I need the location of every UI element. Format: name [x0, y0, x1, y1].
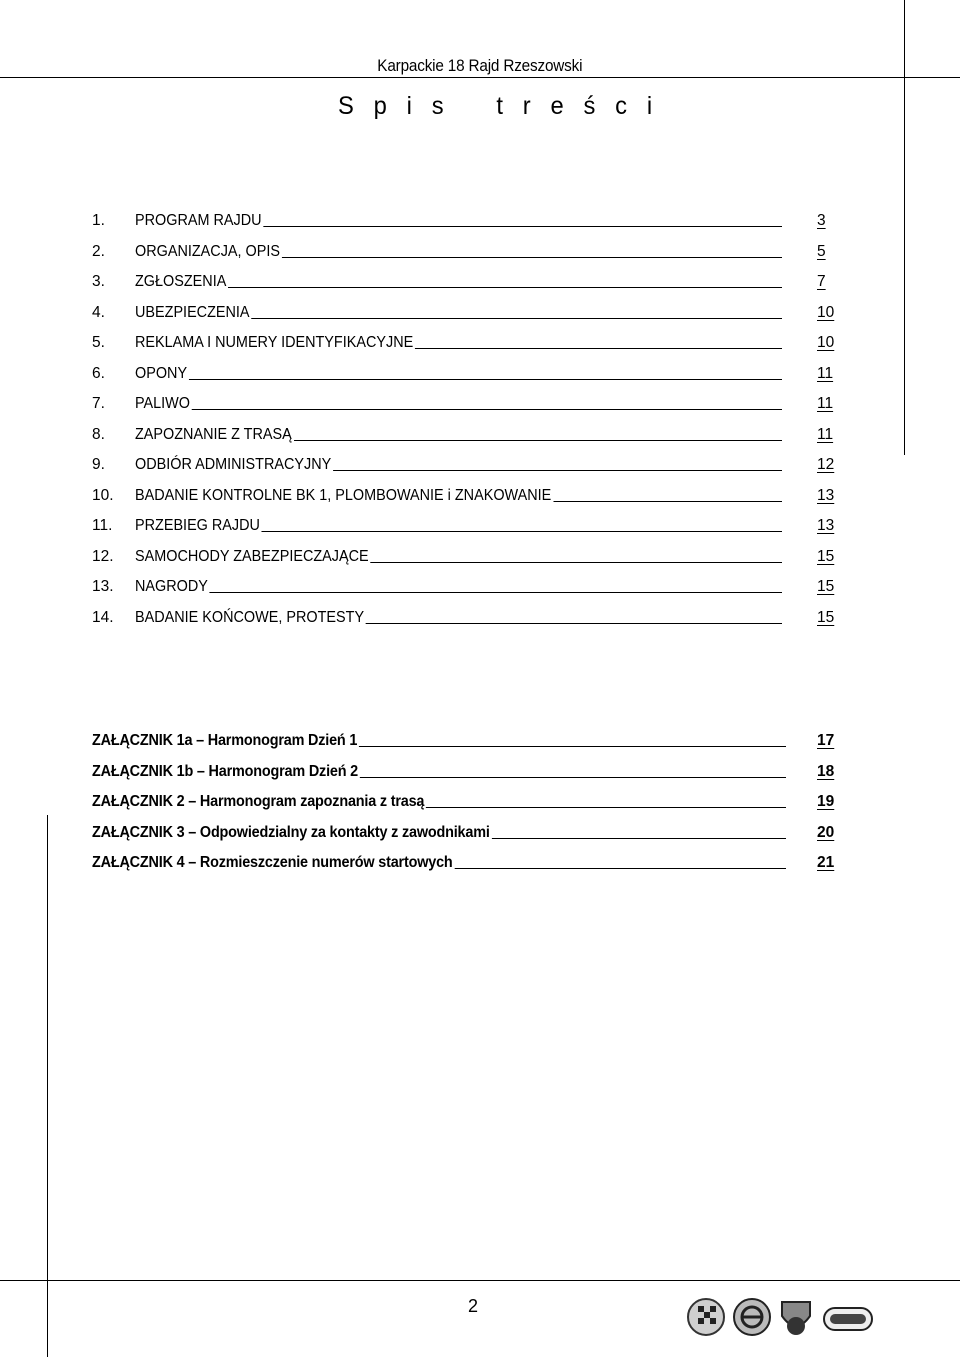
toc-entry-page[interactable]: 3 [817, 212, 826, 229]
toc-entry-label: REKLAMA I NUMERY IDENTYFIKACYJNE [135, 332, 415, 354]
toc-entry-number: 13. [92, 578, 114, 595]
toc-row [0, 576, 960, 598]
document-header-title: Karpackie 18 Rajd Rzeszowski [377, 56, 583, 75]
toc-entry-page[interactable]: 21 [817, 854, 835, 871]
toc-entry-page[interactable]: 11 [817, 425, 834, 443]
sams-logo [822, 1304, 874, 1334]
left-margin-rule [47, 815, 48, 1357]
annex-row [0, 761, 960, 783]
toc-entry-page[interactable]: 11 [817, 364, 834, 382]
toc-entry-label: ZGŁOSZENIA [135, 271, 228, 293]
toc-entry-page[interactable]: 20 [817, 823, 835, 841]
toc-entry-number: 2. [92, 242, 105, 260]
toc-entry-label: ZAPOZNANIE Z TRASĄ [135, 424, 294, 446]
toc-entry-label: BADANIE KOŃCOWE, PROTESTY [135, 607, 366, 629]
toc-row [0, 241, 960, 263]
toc-row [0, 424, 960, 446]
toc-row [0, 546, 960, 568]
toc-entry-label: PRZEBIEG RAJDU [135, 515, 262, 537]
toc-entry-label: ODBIÓR ADMINISTRACYJNY [135, 454, 333, 476]
toc-entry-number: 1. [92, 212, 105, 229]
toc-entry-label: ZAŁĄCZNIK 2 – Harmonogram zapoznania z trasą [92, 791, 426, 813]
toc-entry-page[interactable]: 10 [817, 303, 835, 321]
toc-row [0, 393, 960, 415]
toc-entry-page[interactable]: 17 [817, 732, 835, 749]
toc-row [0, 302, 960, 324]
toc-entry-label: ZAŁĄCZNIK 4 – Rozmieszczenie numerów startowych [92, 852, 454, 874]
dot-leader [135, 592, 782, 593]
toc-entry-label: ZAŁĄCZNIK 1b – Harmonogram Dzień 2 [92, 761, 360, 783]
toc-entry-page[interactable]: 12 [817, 456, 835, 473]
annex-row [0, 730, 960, 752]
toc-entry-page[interactable]: 15 [817, 608, 835, 626]
annex-row [0, 791, 960, 813]
toc-entry-label: OPONY [135, 363, 189, 385]
toc-entry-page[interactable]: 7 [817, 273, 826, 290]
toc-entry-number: 11. [92, 517, 113, 534]
toc-row [0, 454, 960, 476]
toc-row [0, 363, 960, 385]
toc-entry-page[interactable]: 18 [817, 762, 835, 780]
toc-entry-number: 5. [92, 334, 105, 351]
toc-entry-number: 4. [92, 303, 105, 321]
toc-entry-number: 14. [92, 608, 114, 626]
toc-row [0, 485, 960, 507]
toc-entry-label: UBEZPIECZENIA [135, 302, 251, 324]
toc-row [0, 332, 960, 354]
toc-row [0, 271, 960, 293]
sponsor-logos [686, 1296, 876, 1340]
toc-entry-number: 7. [92, 395, 105, 412]
toc-entry-number: 9. [92, 456, 105, 473]
pzm-logo [778, 1296, 814, 1338]
dot-leader [135, 409, 782, 410]
annex-row [0, 852, 960, 874]
toc-entry-number: 10. [92, 486, 114, 504]
toc-entry-number: 8. [92, 425, 105, 443]
steering-wheel-logo [732, 1296, 772, 1338]
toc-entry-label: SAMOCHODY ZABEZPIECZAJĄCE [135, 546, 370, 568]
toc-entry-label: ORGANIZACJA, OPIS [135, 241, 282, 263]
header-rule [0, 77, 960, 78]
toc-row [0, 210, 960, 232]
toc-entry-label: ZAŁĄCZNIK 1a – Harmonogram Dzień 1 [92, 730, 359, 752]
toc-entry-label: NAGRODY [135, 576, 210, 598]
toc-entry-page[interactable]: 15 [817, 547, 835, 565]
rzeszow-club-logo [686, 1296, 726, 1338]
toc-entry-number: 12. [92, 547, 114, 565]
toc-entry-page[interactable]: 10 [817, 334, 835, 351]
toc-entry-page[interactable]: 13 [817, 486, 835, 504]
toc-entry-label: BADANIE KONTROLNE BK 1, PLOMBOWANIE i ZNAKOWANIE [135, 485, 553, 507]
toc-entry-number: 6. [92, 364, 105, 382]
toc-entry-page[interactable]: 15 [817, 578, 835, 595]
toc-entry-label: ZAŁĄCZNIK 3 – Odpowiedzialny za kontakty z zawodnikami [92, 822, 492, 844]
toc-entry-page[interactable]: 5 [817, 242, 826, 260]
toc-entry-number: 3. [92, 273, 105, 290]
annex-row [0, 822, 960, 844]
toc-row [0, 607, 960, 629]
dot-leader [135, 287, 782, 288]
toc-heading: S p i s t r e ś c i [338, 92, 653, 120]
toc-entry-page[interactable]: 19 [817, 793, 835, 810]
toc-entry-label: PROGRAM RAJDU [135, 210, 263, 232]
toc-entry-page[interactable]: 13 [817, 517, 835, 534]
page-number: 2 [467, 1296, 478, 1316]
toc-entry-page[interactable]: 11 [817, 395, 834, 412]
toc-row [0, 515, 960, 537]
dot-leader [135, 379, 782, 380]
footer-rule [0, 1280, 960, 1281]
toc-entry-label: PALIWO [135, 393, 192, 415]
